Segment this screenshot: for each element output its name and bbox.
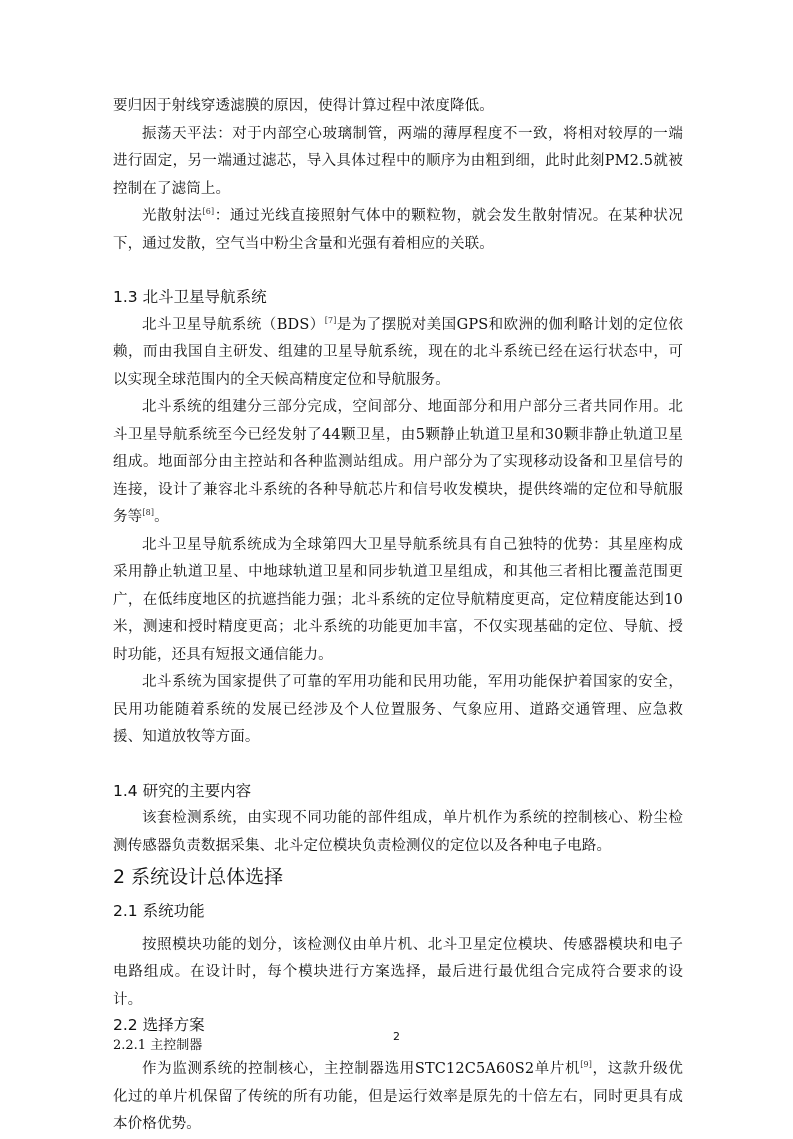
bds-composition-text: 北斗系统的组建分三部分完成，空间部分、地面部分和用户部分三者共同作用。北斗卫星导航系统至今已经发射了44颗卫星，由5颗静止轨道卫星和30颗非静止轨道卫星组成。地面部分由主控站和各种监测站组成。用户部分为了实现移动设备和卫星信号的连接，设计了兼容北斗系统的各种导航芯片和信号收发模块，提供终端的定位和导航服务等	[113, 399, 683, 525]
paragraph-oscillating-balance: 振荡天平法：对于内部空心玻璃制管，两端的薄厚程度不一致，将相对较厚的一端进行固定，另一端通过滤芯，导入具体过程中的顺序为由粗到细，此时此刻PM2.5就被控制在了滤筒上。	[113, 125, 683, 197]
paragraph-bds-advantages: 北斗卫星导航系统成为全球第四大卫星导航系统具有自己独特的优势：其星座构成采用静止轨道卫星、中地球轨道卫星和同步轨道卫星组成，和其他三者相比覆盖范围更广，在低纬度地区的抗遮挡能力强；北斗系统的定位导航精度更高，定位精度能达到10米，测速和授时精度更高；北斗系统的功能更加丰富，不仅实现基础的定位、导航、授时功能，还具有短报文通信能力。	[113, 536, 683, 663]
section-heading-1-4: 1.4 研究的主要内容	[113, 781, 252, 800]
page-content	[113, 93, 683, 1139]
light-scattering-text: ：通过光线直接照射气体中的颗粒物，就会发生散射情况。在某种状况下，通过发散，空气当中粉尘含量和光强有着相应的关联。	[113, 208, 683, 252]
page-number: 2	[393, 1030, 400, 1043]
light-scattering-term: 光散射法	[142, 208, 203, 224]
paragraph-research-content: 该套检测系统，由实现不同功能的部件组成，单片机作为系统的控制核心、粉尘检测传感器负责数据采集、北斗定位模块负责检测仪的定位以及各种电子电路。	[113, 810, 683, 854]
paragraph-bds-intro	[113, 312, 683, 395]
section-heading-2-2: 2.2 选择方案	[113, 1016, 205, 1034]
section-heading-2-1: 2.1 系统功能	[113, 902, 205, 920]
bds-composition-end: 。	[154, 509, 169, 525]
bds-intro-text: 是为了摆脱对美国GPS和欧洲的伽利略计划的定位依赖，而由我国自主研发、组建的卫星导航系统，现在的北斗系统已经在运行状态中，可以实现全球范围内的全天候高精度定位和导航服务。	[113, 316, 683, 388]
section-heading-1-3: 1.3 北斗卫星导航系统	[113, 288, 267, 306]
paragraph-bds-composition	[113, 394, 683, 532]
main-controller-text: 作为监测系统的控制核心，主控制器选用STC12C5A60S2单片机	[142, 1061, 581, 1077]
citation-9: [9]	[580, 1060, 593, 1070]
paragraph-system-function: 按照模块功能的划分，该检测仪由单片机、北斗卫星定位模块、传感器模块和电子电路组成。在设计时，每个模块进行方案选择，最后进行最优组合完成符合要求的设计。	[113, 936, 683, 1008]
citation-8: [8]	[142, 508, 155, 518]
citation-6: [6]	[202, 207, 215, 217]
paragraph-bds-applications: 北斗系统为国家提供了可靠的军用功能和民用功能，军用功能保护着国家的安全，民用功能随着系统的发展已经涉及个人位置服务、气象应用、道路交通管理、应急救援、知道放牧等方面。	[113, 674, 683, 745]
bds-intro-lead: 北斗卫星导航系统（BDS）	[142, 316, 325, 333]
citation-7: [7]	[324, 315, 337, 325]
paragraph-radiation-continuation: 要归因于射线穿透滤膜的原因，使得计算过程中浓度降低。	[113, 98, 494, 114]
chapter-heading-2: 2 系统设计总体选择	[113, 866, 284, 888]
paragraph-light-scattering	[113, 203, 683, 258]
main-controller-end: ，这款升级优化过的单片机保留了传统的所有功能，但是运行效率是原先的十倍左右，同时更具有成本价格优势。	[113, 1061, 683, 1132]
paragraph-main-controller	[113, 1056, 683, 1139]
subsection-heading-2-2-1: 2.2.1 主控制器	[113, 1038, 203, 1053]
